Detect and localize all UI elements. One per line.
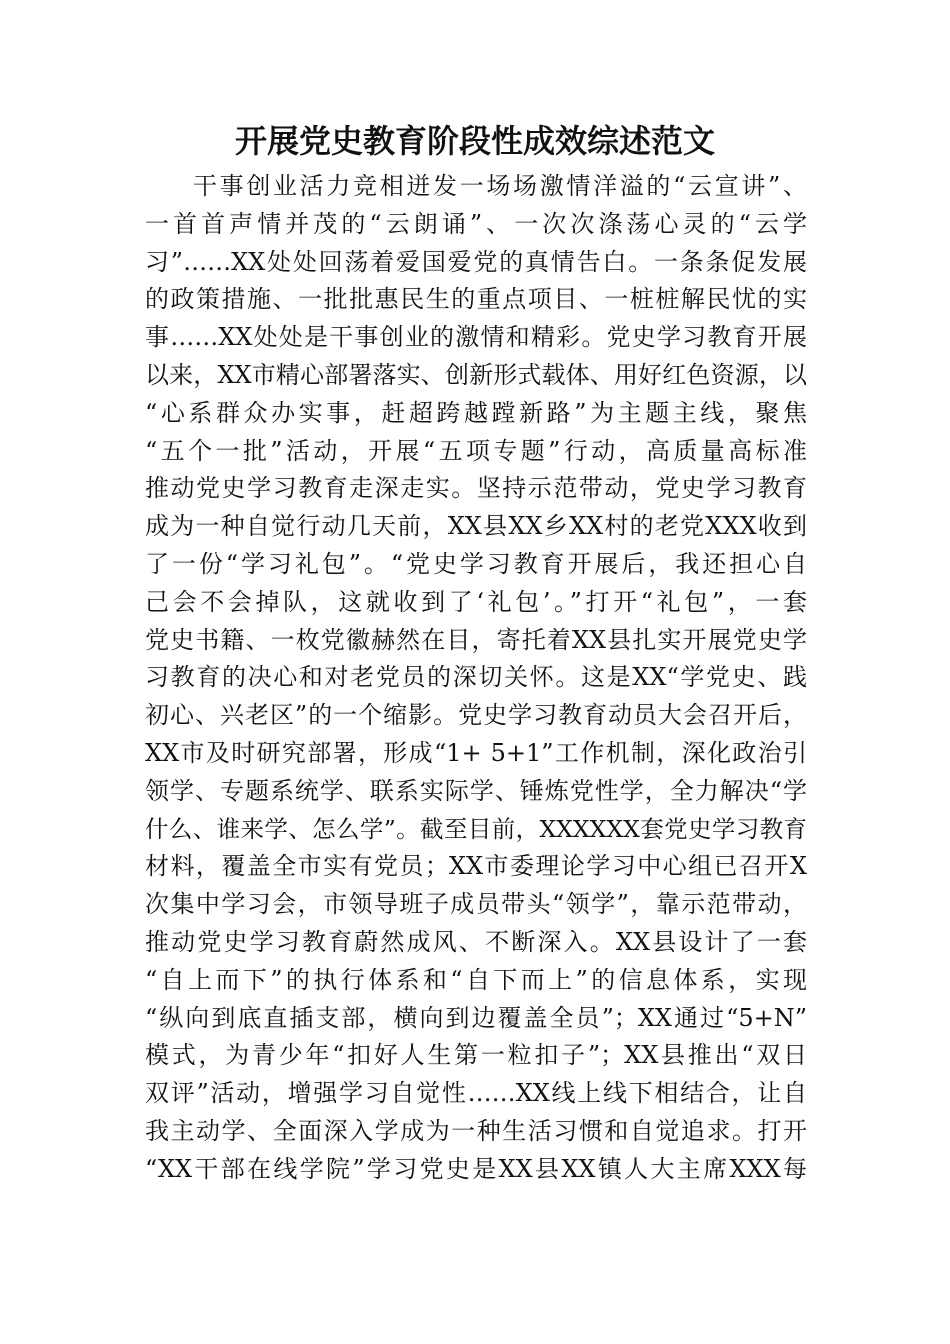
- text-line: 什么、谁来学、怎么学”。截至目前，XXXXXX套党史学习教育: [145, 814, 807, 843]
- text-line: 事……XX处处是干事创业的激情和精彩。党史学习教育开展: [145, 323, 807, 352]
- text-line: 推动党史学习教育走深走实。坚持示范带动，党史学习教育: [145, 474, 807, 503]
- document-body: [145, 168, 807, 1189]
- text-line: 己会不会掉队，这就收到了‘礼包’。”打开“礼包”，一套: [145, 587, 807, 616]
- text-line: 以来，XX市精心部署落实、创新形式载体、用好红色资源，以: [145, 360, 807, 389]
- text-line: 的政策措施、一批批惠民生的重点项目、一桩桩解民忧的实: [145, 285, 807, 314]
- text-line: 成为一种自觉行动几天前，XX县XX乡XX村的老党XXX收到: [145, 512, 807, 541]
- text-line: 双评”活动，增强学习自觉性……XX线上线下相结合，让自: [145, 1079, 807, 1108]
- text-line: “五个一批”活动，开展“五项专题”行动，高质量高标准: [145, 436, 807, 465]
- text-line: XX市及时研究部署，形成“1+ 5+1”工作机制，深化政治引: [145, 738, 807, 767]
- text-line: “纵向到底直插支部，横向到边覆盖全员”；XX通过“5+N”: [145, 1003, 807, 1032]
- text-line: “XX干部在线学院”学习党史是XX县XX镇人大主席XXX每: [145, 1154, 807, 1183]
- text-line: 习教育的决心和对老党员的深切关怀。这是XX“学党史、践: [145, 663, 807, 692]
- text-line: 干事创业活力竞相迸发一场场激情洋溢的“云宣讲”、: [193, 172, 807, 200]
- text-line: 一首首声情并茂的“云朗诵”、一次次涤荡心灵的“云学: [145, 209, 807, 238]
- text-line: 初心、兴老区”的一个缩影。党史学习教育动员大会召开后，: [145, 701, 807, 730]
- text-line: 推动党史学习教育蔚然成风、不断深入。XX县设计了一套: [145, 927, 807, 956]
- text-line: 党史书籍、一枚党徽赫然在目，寄托着XX县扎实开展党史学: [145, 625, 807, 654]
- text-line: 材料，覆盖全市实有党员；XX市委理论学习中心组已召开X: [145, 852, 807, 881]
- text-line: 模式，为青少年“扣好人生第一粒扣子”；XX县推出“双日: [145, 1041, 807, 1070]
- text-line: 了一份“学习礼包”。“党史学习教育开展后，我还担心自: [145, 549, 807, 578]
- text-line: “自上而下”的执行体系和“自下而上”的信息体系，实现: [145, 965, 807, 994]
- text-line: 习”……XX处处回荡着爱国爱党的真情告白。一条条促发展: [145, 247, 807, 276]
- text-line: 次集中学习会，市领导班子成员带头“领学”，靠示范带动，: [145, 890, 807, 919]
- document-title: 开展党史教育阶段性成效综述范文: [234, 122, 715, 160]
- text-line: 我主动学、全面深入学成为一种生活习惯和自觉追求。打开: [145, 1116, 807, 1145]
- text-line: 领学、专题系统学、联系实际学、锤炼党性学，全力解决“学: [145, 776, 807, 805]
- text-line: “心系群众办实事，赶超跨越蹚新路”为主题主线，聚焦: [145, 398, 807, 427]
